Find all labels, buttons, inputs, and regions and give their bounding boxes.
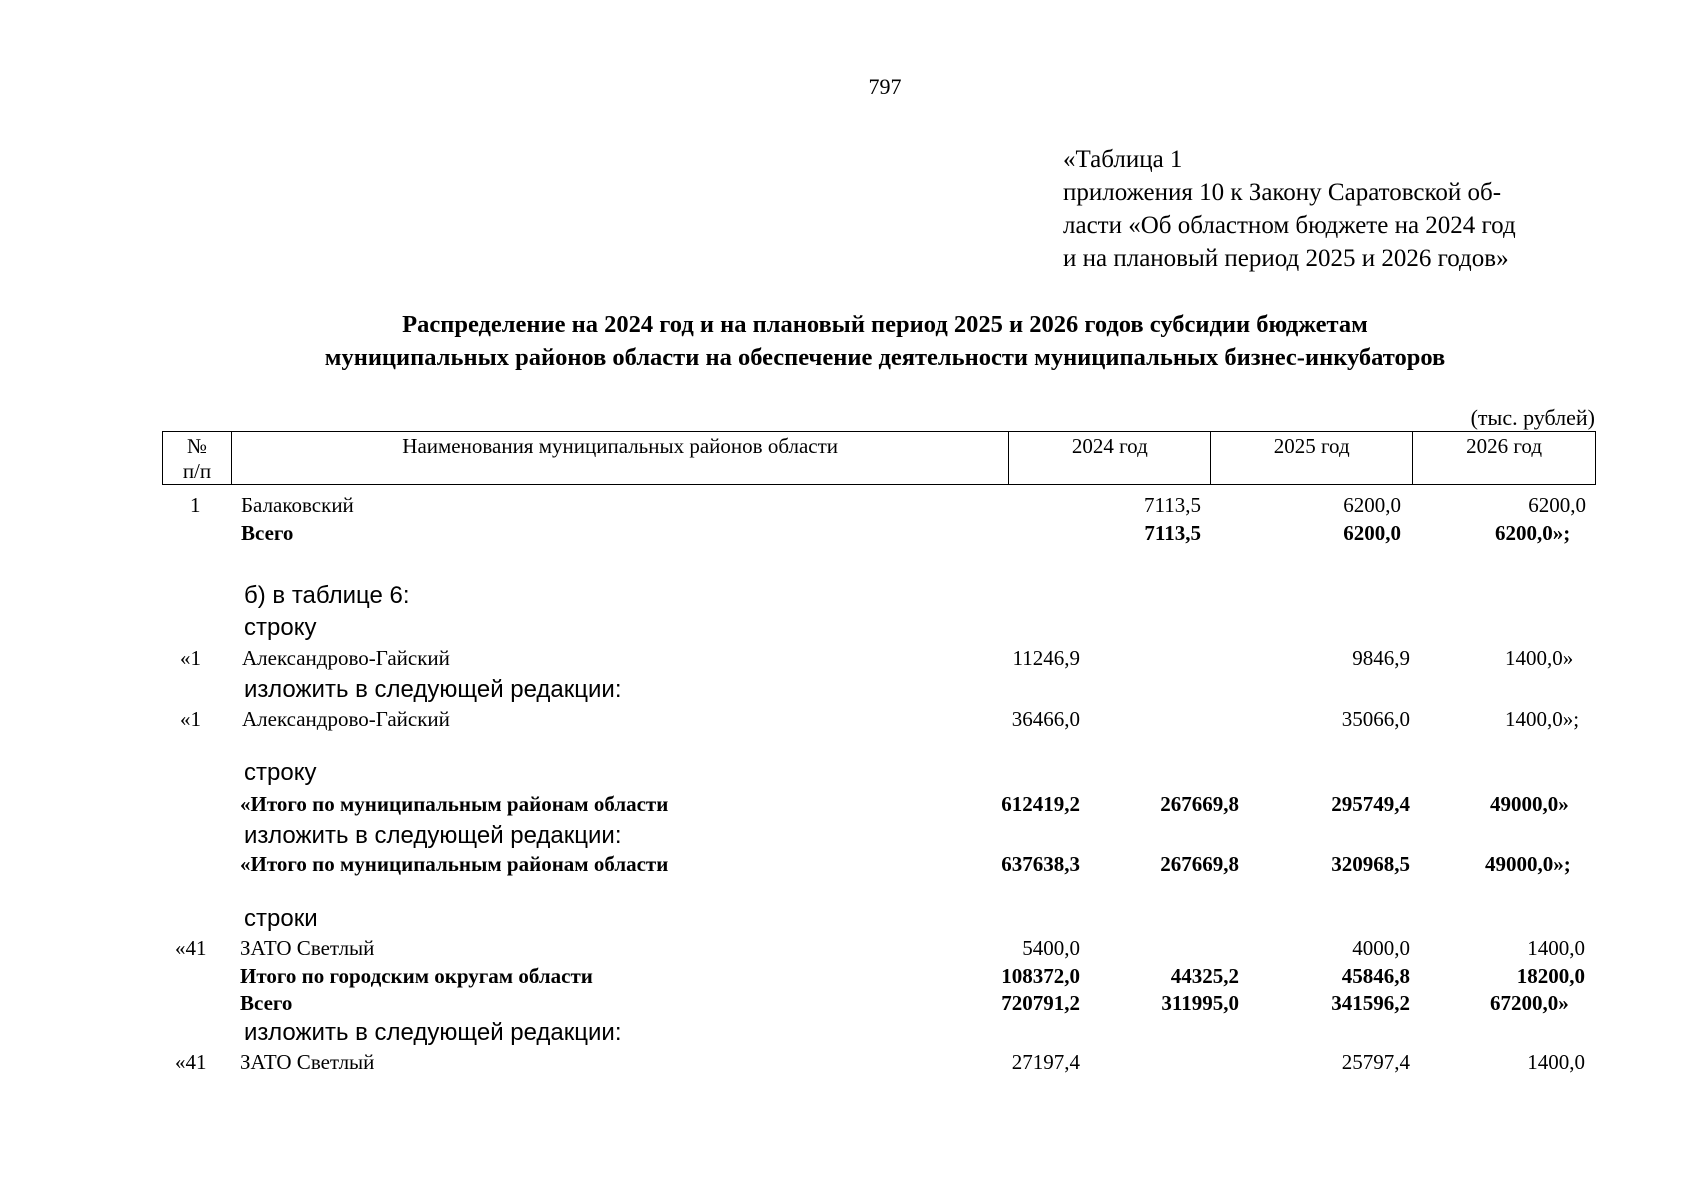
row-total-new-c3: 320968,5 <box>1331 852 1410 876</box>
t1-row1-2025: 6200,0 <box>1343 493 1401 517</box>
row-all-total-c1: 720791,2 <box>1001 991 1080 1015</box>
row-a-new-c4: 1400,0»; <box>1505 707 1580 731</box>
page-number: 797 <box>868 74 902 99</box>
row-city-total-c2: 44325,2 <box>1170 964 1239 988</box>
row-total-new-c2: 267669,8 <box>1160 852 1239 876</box>
row-a-old-c4: 1400,0» <box>1505 646 1574 670</box>
row-city-total-c4: 18200,0 <box>1516 964 1585 988</box>
row-zato-new-c3: 25797,4 <box>1341 1050 1410 1074</box>
row-all-total-c2: 311995,0 <box>1161 991 1239 1015</box>
t1-total-2025: 6200,0 <box>1343 521 1401 545</box>
row-zato-old-c4: 1400,0 <box>1527 936 1585 960</box>
note-line-4: и на плановый период 2025 и 2026 годов» <box>1063 245 1509 272</box>
row-a-new-name: Александрово-Гайский <box>242 707 450 731</box>
row-total-old-c3: 295749,4 <box>1331 792 1410 816</box>
header-2024: 2024 год <box>1009 432 1211 485</box>
t1-row1-2026: 6200,0 <box>1528 493 1586 517</box>
row-zato-new-c1: 27197,4 <box>1011 1050 1080 1074</box>
row-zato-old-name: ЗАТО Светлый <box>240 936 375 960</box>
label-stroku-2: строку <box>244 759 317 786</box>
row-a-old-c1: 11246,9 <box>1012 646 1080 670</box>
units-label: (тыс. рублей) <box>1470 405 1595 430</box>
t1-total-2026: 6200,0»; <box>1495 521 1571 545</box>
header-2025: 2025 год <box>1211 432 1413 485</box>
note-line-2: приложения 10 к Закону Саратовской об- <box>1063 179 1502 206</box>
header-num-line2: п/п <box>182 459 212 483</box>
row-a-old-num: «1 <box>180 646 201 670</box>
note-line-1: «Таблица 1 <box>1063 146 1183 173</box>
row-total-old-c4: 49000,0» <box>1490 792 1569 816</box>
row-total-old-name: «Итого по муниципальным районам области <box>240 792 669 816</box>
row-all-total-c3: 341596,2 <box>1331 991 1410 1015</box>
row-zato-old-c1: 5400,0 <box>1022 936 1080 960</box>
label-stroku-1: строку <box>244 614 317 641</box>
label-stroki: строки <box>244 905 318 932</box>
row-zato-new-name: ЗАТО Светлый <box>240 1050 375 1074</box>
row-a-new-c1: 36466,0 <box>1011 707 1080 731</box>
row-total-new-c4: 49000,0»; <box>1485 852 1571 876</box>
header-name: Наименования муниципальных районов области <box>231 432 1008 485</box>
header-2026: 2026 год <box>1413 432 1596 485</box>
row-city-total-c3: 45846,8 <box>1341 964 1410 988</box>
row-city-total-c1: 108372,0 <box>1001 964 1080 988</box>
label-izlozhit-1: изложить в следующей редакции: <box>244 676 622 703</box>
t1-row1-2024: 7113,5 <box>1144 493 1201 517</box>
t1-total-2024: 7113,5 <box>1144 521 1201 545</box>
document-title-line-1: Распределение на 2024 год и на плановый период 2025 и 2026 годов субсидии бюджетам <box>402 311 1368 338</box>
row-a-old-c3: 9846,9 <box>1352 646 1410 670</box>
label-izlozhit-3: изложить в следующей редакции: <box>244 1019 622 1046</box>
t1-row1-num: 1 <box>190 493 201 517</box>
document-title-line-2: муниципальных районов области на обеспечение деятельности муниципальных бизнес-инкубаторов <box>324 344 1446 371</box>
row-total-new-name: «Итого по муниципальным районам области <box>240 852 669 876</box>
row-a-new-num: «1 <box>180 707 201 731</box>
row-total-new-c1: 637638,3 <box>1001 852 1080 876</box>
row-zato-new-num: «41 <box>175 1050 207 1074</box>
t1-row1-name: Балаковский <box>241 493 354 517</box>
label-izlozhit-2: изложить в следующей редакции: <box>244 822 622 849</box>
row-all-total-c4: 67200,0» <box>1490 991 1569 1015</box>
row-all-total-name: Всего <box>240 991 293 1015</box>
amendment-heading: б) в таблице 6: <box>244 582 410 609</box>
row-city-total-name: Итого по городским округам области <box>240 964 593 988</box>
row-a-new-c3: 35066,0 <box>1341 707 1410 731</box>
row-zato-new-c4: 1400,0 <box>1527 1050 1585 1074</box>
t1-total-name: Всего <box>241 521 294 545</box>
row-zato-old-c3: 4000,0 <box>1352 936 1410 960</box>
row-total-old-c2: 267669,8 <box>1160 792 1239 816</box>
table-header <box>162 431 1596 485</box>
note-line-3: ласти «Об областном бюджете на 2024 год <box>1063 212 1516 239</box>
row-zato-old-num: «41 <box>175 936 207 960</box>
row-a-old-name: Александрово-Гайский <box>242 646 450 670</box>
header-num-line1: № <box>186 434 207 458</box>
header-num <box>163 432 232 485</box>
row-total-old-c1: 612419,2 <box>1001 792 1080 816</box>
